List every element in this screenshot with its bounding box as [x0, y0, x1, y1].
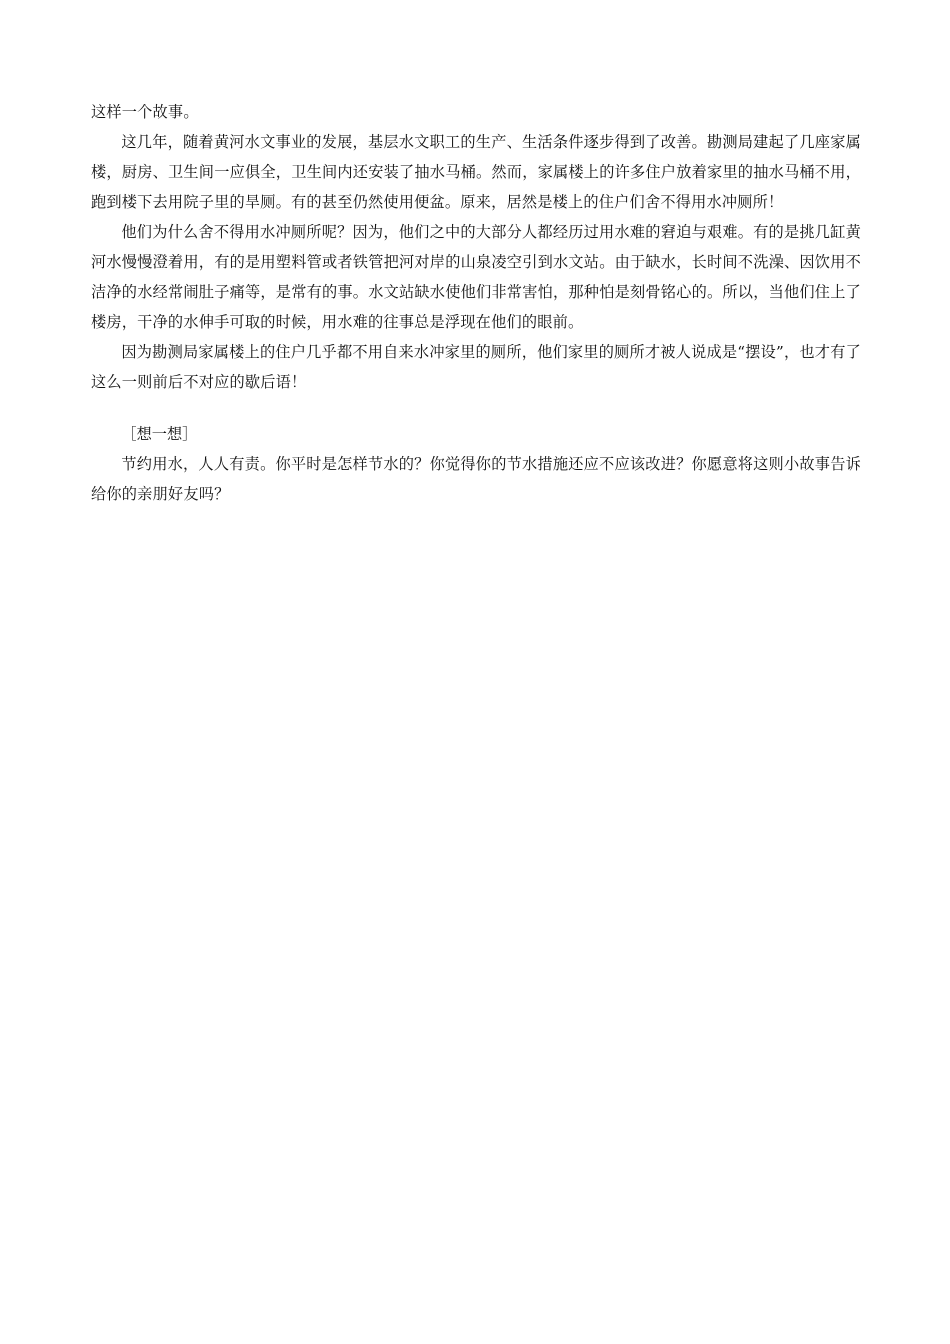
document-page [91, 97, 861, 509]
story-paragraph-conclusion: 因为勘测局家属楼上的住户几乎都不用自来水冲家里的厕所，他们家里的厕所才被人说成是“摆设”，也才有了这么一则前后不对应的歇后语！ [91, 343, 861, 391]
story-opening-line: 这样一个故事。 [91, 103, 199, 121]
story-paragraph-reason: 他们为什么舍不得用水冲厕所呢？因为，他们之中的大部分人都经历过用水难的窘迫与艰难。有的是挑几缸黄河水慢慢澄着用，有的是用塑料管或者铁管把河对岸的山泉凌空引到水文站。由于缺水，长时间不洗澡、因饮用不洁净的水经常闹肚子痛等，是常有的事。水文站缺水使他们非常害怕，那种怕是刻骨铭心的。所以，当他们住上了楼房，干净的水伸手可取的时候，用水难的往事总是浮现在他们的眼前。 [91, 223, 861, 331]
think-section-heading: ［想一想］ [121, 425, 198, 443]
think-section-body: 节约用水，人人有责。你平时是怎样节水的？你觉得你的节水措施还应不应该改进？你愿意将这则小故事告诉给你的亲朋好友吗？ [91, 455, 861, 503]
story-paragraph-housing: 这几年，随着黄河水文事业的发展，基层水文职工的生产、生活条件逐步得到了改善。勘测局建起了几座家属楼，厨房、卫生间一应俱全，卫生间内还安装了抽水马桶。然而，家属楼上的许多住户放着家里的抽水马桶不用，跑到楼下去用院子里的旱厕。有的甚至仍然使用便盆。原来，居然是楼上的住户们舍不得用水冲厕所！ [91, 133, 861, 211]
